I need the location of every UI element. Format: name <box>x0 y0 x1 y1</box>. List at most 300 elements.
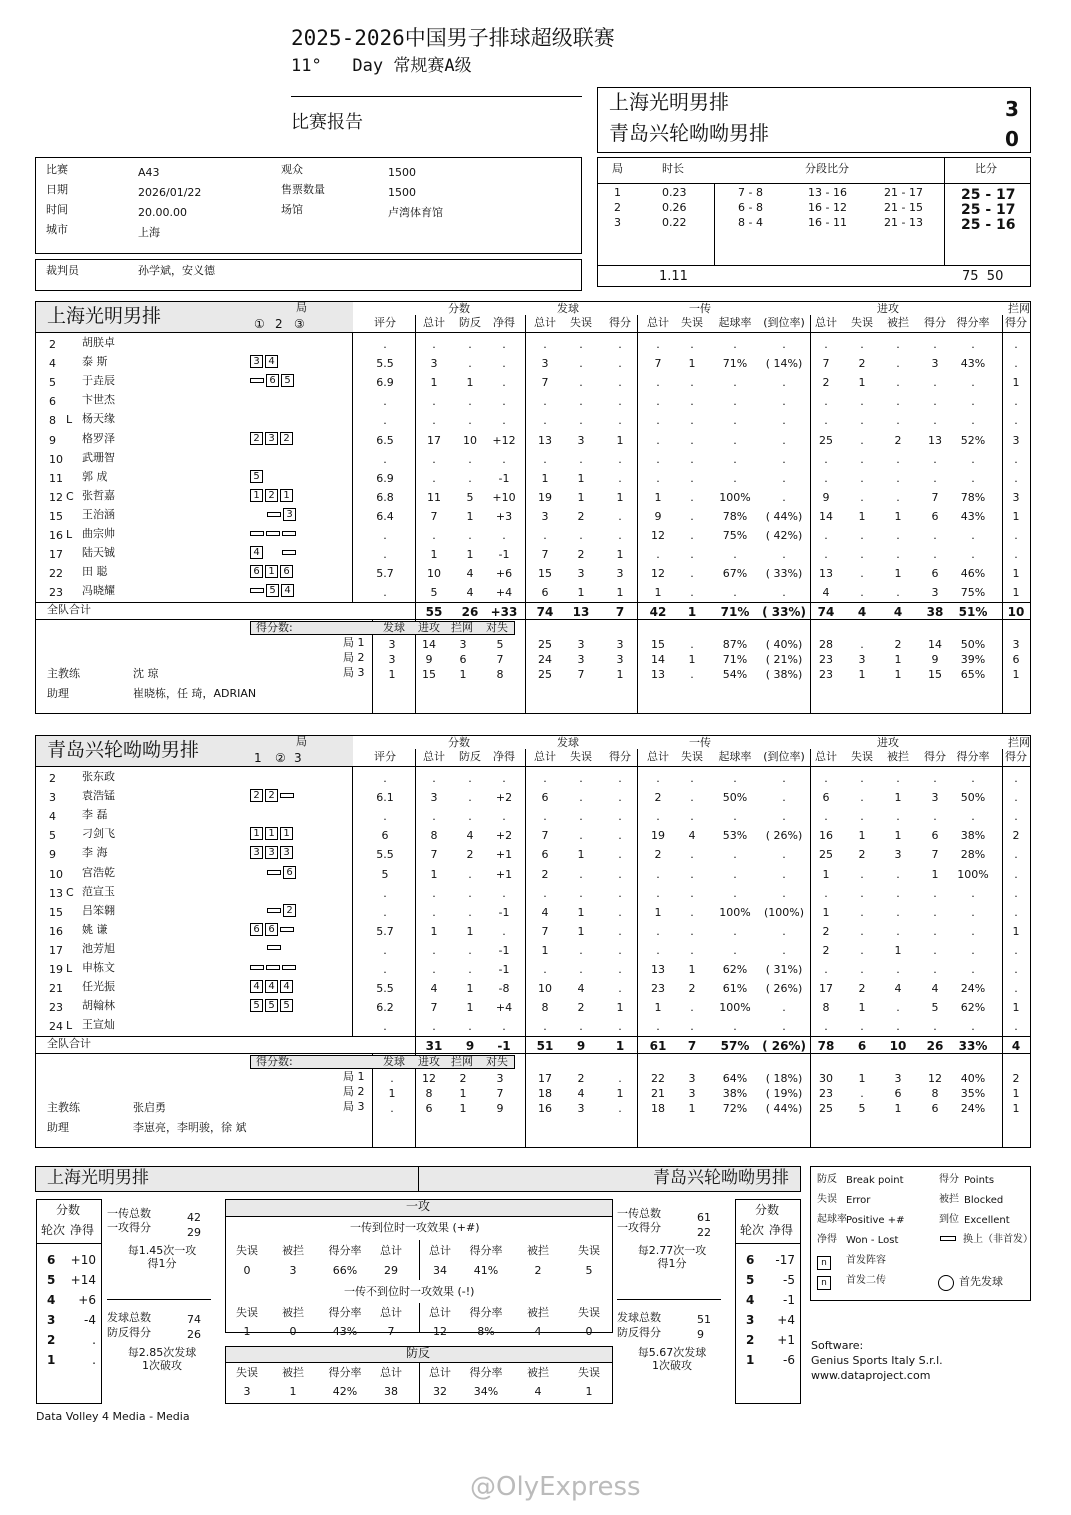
team-a-summary-value: 74 <box>187 1313 201 1326</box>
points-column: 对失 <box>486 621 508 635</box>
set-score: 25 - 17 <box>961 202 1016 218</box>
set-header: 局 <box>296 301 307 314</box>
stat-cell: . <box>733 395 737 409</box>
mid-val: 41% <box>473 1264 499 1277</box>
player-sets <box>250 904 298 917</box>
mid-col: 得分率 <box>469 1366 503 1379</box>
stat-cell: 1 <box>466 982 474 996</box>
player-sets <box>250 374 296 387</box>
points-label: 得分数: <box>256 1055 293 1069</box>
rotation-net: +14 <box>70 1273 96 1287</box>
set-points: 7 <box>496 653 504 667</box>
mid-col: 失误 <box>578 1244 600 1257</box>
stat-cell: 1 <box>616 1001 624 1015</box>
player-number: 23 <box>49 586 63 600</box>
stat-cell: . <box>1014 395 1018 409</box>
team-b-summary-note: 每2.77次一攻 得1分 <box>637 1244 707 1271</box>
mid-col: 得分率 <box>469 1306 503 1319</box>
stat-cell: . <box>1014 848 1018 862</box>
player-sets <box>250 393 301 404</box>
stat-cell: 11 <box>427 490 441 504</box>
column-header: 得分 <box>924 750 946 763</box>
mid-val: 32 <box>433 1385 447 1398</box>
team-a-summary-note: 每1.45次一攻 得1分 <box>127 1244 197 1271</box>
stat-cell: . <box>860 471 864 485</box>
set-stat: 4 <box>577 1087 585 1101</box>
stat-cell: . <box>733 924 737 938</box>
stat-cell: . <box>971 1020 975 1034</box>
stat-cell: . <box>896 529 900 542</box>
stat-cell: . <box>618 772 622 785</box>
player-number: 9 <box>49 848 56 862</box>
partial-21: 21 - 15 <box>884 201 923 214</box>
partial-21: 21 - 13 <box>884 216 923 229</box>
stat-cell: . <box>860 414 864 428</box>
stat-cell: . <box>383 529 387 542</box>
info-label: 日期 <box>46 183 68 196</box>
stat-cell: 5.7 <box>376 924 394 938</box>
set-stat: 23 <box>819 668 833 682</box>
stat-cell: . <box>782 1020 786 1034</box>
rotation-title: 分数 <box>56 1203 81 1217</box>
stat-cell: 43% <box>960 357 986 371</box>
stat-cell: . <box>690 924 694 938</box>
stat-cell: 2 <box>822 943 830 957</box>
set-number: 2 <box>614 201 621 214</box>
mid-col: 失误 <box>236 1306 258 1319</box>
column-header: (到位率) <box>763 750 805 763</box>
stat-cell: . <box>579 1020 583 1034</box>
set-stat: 25 <box>819 1102 833 1116</box>
coach-label: 主教练 <box>47 1101 80 1115</box>
player-sets <box>250 866 298 879</box>
start-position: 1 <box>250 827 263 840</box>
player-role: L <box>66 1019 73 1033</box>
stat-cell: 1 <box>894 943 902 957</box>
stat-cell: 13 <box>651 963 665 976</box>
set-stat: 2 <box>1012 1072 1020 1086</box>
stat-cell: 7 <box>931 490 939 504</box>
player-sets <box>250 527 298 538</box>
stat-cell: . <box>690 905 694 919</box>
column-header: 总计 <box>815 750 837 763</box>
stat-cell: +1 <box>495 848 513 862</box>
stat-cell: 25 <box>819 433 833 447</box>
header-rule <box>35 766 1031 767</box>
set-won-2: ② <box>275 751 286 765</box>
coach-name: 张启勇 <box>133 1101 166 1115</box>
sets-header-partial: 分段比分 <box>805 162 849 175</box>
total-duration: 1.11 <box>659 269 688 284</box>
stat-cell: . <box>543 886 547 900</box>
team-b-summary-value: 22 <box>697 1226 711 1239</box>
total-rule <box>35 1036 1031 1037</box>
group-header: 发球 <box>557 302 579 315</box>
legend-term: 换上（非首发） <box>963 1234 1033 1245</box>
stat-cell: . <box>690 810 694 824</box>
stat-cell: 5.5 <box>376 357 394 371</box>
set-stat: 54% <box>722 668 748 682</box>
stat-cell: . <box>896 810 900 824</box>
stat-cell: 3 <box>931 357 939 371</box>
mid-val: 0 <box>585 1325 593 1338</box>
start-position: 1 <box>280 489 293 502</box>
player-sets <box>250 1018 301 1029</box>
stat-cell: . <box>468 810 472 824</box>
team-b-summary-label: 防反得分 <box>617 1326 661 1339</box>
stat-cell: 67% <box>722 567 748 581</box>
stat-cell: 8 <box>430 829 438 843</box>
stat-cell: 4 <box>466 829 474 843</box>
header-rule <box>35 332 1031 333</box>
stat-cell: . <box>1014 886 1018 900</box>
stat-cell: 1 <box>894 829 902 843</box>
set-line-label: 局 3 <box>343 1100 365 1114</box>
stat-cell: 1 <box>577 471 585 485</box>
start-position: 4 <box>250 546 263 559</box>
player-number: 5 <box>49 829 56 843</box>
stat-cell: . <box>824 810 828 824</box>
software-line: Software: <box>811 1339 864 1352</box>
player-name: 吕笨翱 <box>82 903 115 917</box>
stat-cell: 1 <box>654 905 662 919</box>
column-header: 总计 <box>815 316 837 329</box>
total-cell: +33 <box>490 605 518 620</box>
mid-col: 被拦 <box>282 1366 304 1379</box>
stat-cell: . <box>579 943 583 957</box>
start-position: 2 <box>250 432 263 445</box>
partial-16: 13 - 16 <box>808 186 847 199</box>
set-stat: 6 <box>894 1087 902 1101</box>
set-stat: 17 <box>538 1072 552 1086</box>
legend-term: 失误 <box>817 1194 837 1205</box>
stat-cell: . <box>896 376 900 390</box>
stat-cell: 1 <box>616 490 624 504</box>
player-name: 王治涵 <box>82 507 115 521</box>
summary-rule <box>107 1299 211 1300</box>
stat-cell: 3 <box>577 567 585 581</box>
stat-cell: 4 <box>430 982 438 996</box>
stat-cell: . <box>896 772 900 785</box>
set-number: 1 <box>614 186 621 199</box>
mid-val: 1 <box>585 1385 593 1398</box>
rotation-number: 4 <box>746 1293 755 1307</box>
set-stat: ( 21%) <box>765 653 803 667</box>
stat-cell: -1 <box>498 963 510 976</box>
mid-val: 3 <box>243 1385 251 1398</box>
rotation-net: . <box>92 1333 96 1347</box>
stat-cell: . <box>618 810 622 824</box>
stat-cell: 1 <box>858 509 866 523</box>
set-stat: 1 <box>1012 1087 1020 1101</box>
start-position: 3 <box>265 846 278 859</box>
group-header: 分数 <box>448 736 470 749</box>
stat-cell: . <box>579 376 583 390</box>
column-header: 失误 <box>570 316 592 329</box>
mid-val: 42% <box>332 1385 358 1398</box>
stat-cell: . <box>383 810 387 824</box>
player-name: 刁剑飞 <box>82 827 115 841</box>
stat-cell: . <box>656 943 660 957</box>
mid-col: 得分率 <box>328 1244 362 1257</box>
set-stat: 39% <box>960 653 986 667</box>
stat-cell: . <box>896 586 900 600</box>
stat-cell: . <box>733 452 737 466</box>
stat-cell: . <box>1014 471 1018 485</box>
player-name: 姚 谦 <box>82 922 108 936</box>
set-stat: 15 <box>928 668 942 682</box>
rotation-col: 轮次 <box>740 1223 765 1237</box>
player-sets <box>250 846 295 859</box>
stat-cell: . <box>860 867 864 881</box>
total-cell: 13 <box>572 605 590 620</box>
info-value: 上海 <box>138 226 160 239</box>
total-rule <box>35 1053 1031 1054</box>
player-name: 李 磊 <box>82 808 108 822</box>
stat-cell: . <box>971 376 975 390</box>
summary-team-a: 上海光明男排 <box>47 1168 149 1188</box>
stat-cell: . <box>971 810 975 824</box>
set-won-2: 2 <box>275 317 283 331</box>
player-name: 于垚辰 <box>82 374 115 388</box>
stat-cell: ( 42%) <box>765 529 803 542</box>
stat-cell: 1 <box>466 924 474 938</box>
player-name: 胡翰林 <box>82 999 115 1013</box>
column-header: 防反 <box>459 750 481 763</box>
stat-cell: . <box>733 586 737 600</box>
stat-cell: -1 <box>498 471 510 485</box>
points-column: 进攻 <box>418 621 440 635</box>
set-stat: 6 <box>931 1102 939 1116</box>
stat-cell: . <box>933 772 937 785</box>
rotation-net: -1 <box>783 1293 795 1307</box>
stat-cell: . <box>782 943 786 957</box>
stat-cell: 1 <box>577 586 585 600</box>
total-cell: 31 <box>425 1039 443 1054</box>
mid-col: 总计 <box>380 1244 402 1257</box>
set-stat: 21 <box>651 1087 665 1101</box>
set-stat: 50% <box>960 638 986 652</box>
stat-cell: 3 <box>430 791 438 805</box>
mid-val: 0 <box>289 1325 297 1338</box>
stat-cell: +4 <box>495 1001 513 1015</box>
stat-cell: 4 <box>822 586 830 600</box>
stat-cell: . <box>1014 905 1018 919</box>
stat-cell: . <box>860 791 864 805</box>
set-stat: 18 <box>538 1087 552 1101</box>
stat-cell: . <box>933 395 937 409</box>
stat-cell: . <box>502 529 506 542</box>
stat-cell: . <box>896 471 900 485</box>
stat-cell: 3 <box>541 357 549 371</box>
player-sets <box>250 451 301 462</box>
group-header: 拦网 <box>1008 736 1030 749</box>
stat-cell: . <box>618 791 622 805</box>
stat-cell: 1 <box>858 1001 866 1015</box>
stat-cell: . <box>432 471 436 485</box>
player-name: 田 聪 <box>82 565 108 579</box>
column-header: 得分 <box>1005 316 1027 329</box>
set-stat: 1 <box>616 1087 624 1101</box>
team-a-summary-label: 发球总数 <box>107 1311 151 1324</box>
stat-cell: 1 <box>654 490 662 504</box>
stat-cell: +1 <box>495 867 513 881</box>
stat-cell: 1 <box>577 924 585 938</box>
set-points: 6 <box>425 1102 433 1116</box>
total-cell: 51% <box>958 605 988 620</box>
stat-cell: . <box>383 452 387 466</box>
column-header: 得分 <box>609 316 631 329</box>
start-position: 4 <box>265 980 278 993</box>
sub-in-marker <box>266 965 280 970</box>
stat-cell: 14 <box>819 509 833 523</box>
stat-cell: . <box>896 548 900 562</box>
start-position: 4 <box>280 980 293 993</box>
stat-cell: 52% <box>960 433 986 447</box>
set-stat: 1 <box>894 1102 902 1116</box>
stat-cell: 1 <box>577 848 585 862</box>
stat-cell: . <box>656 924 660 938</box>
summary-header-divider <box>418 1166 419 1192</box>
stat-cell: . <box>782 791 786 805</box>
legend-desc: 首先发球 <box>959 1275 1003 1288</box>
stat-cell: . <box>690 338 694 351</box>
column-header: 失误 <box>851 316 873 329</box>
mid-val: 7 <box>387 1325 395 1338</box>
player-name: 陆天铖 <box>82 546 115 560</box>
stat-cell: 2 <box>822 376 830 390</box>
stat-cell: . <box>579 791 583 805</box>
stat-cell: . <box>896 357 900 371</box>
legend-desc: Positive +# <box>846 1215 905 1226</box>
set-points: 1 <box>388 1087 396 1101</box>
stat-cell: . <box>860 905 864 919</box>
total-cell: 74 <box>536 605 554 620</box>
player-name: 格罗泽 <box>82 431 115 445</box>
player-name: 卞世杰 <box>82 393 115 407</box>
total-cell: 26 <box>926 1039 944 1054</box>
column-divider <box>352 767 353 1036</box>
stat-cell: . <box>618 414 622 428</box>
total-rule <box>35 602 1031 603</box>
stat-cell: . <box>579 395 583 409</box>
set-header: 局 <box>296 735 307 748</box>
set-stat: 8 <box>931 1087 939 1101</box>
player-number: 10 <box>49 867 63 881</box>
mid-rule <box>225 1216 613 1217</box>
rotation-number: 2 <box>47 1333 56 1347</box>
player-sets <box>250 827 295 840</box>
stat-cell: 1 <box>1012 376 1020 390</box>
starter-legend-box: n <box>817 1256 831 1270</box>
partial-16: 16 - 12 <box>808 201 847 214</box>
stat-cell: . <box>690 414 694 428</box>
stat-cell: 2 <box>654 848 662 862</box>
stat-cell: . <box>432 1020 436 1034</box>
stat-cell: . <box>1014 963 1018 976</box>
total-cell: 4 <box>857 605 867 620</box>
stat-cell: . <box>782 490 786 504</box>
stat-cell: . <box>383 943 387 957</box>
team-name: 上海光明男排 <box>47 305 162 327</box>
stat-cell: . <box>782 471 786 485</box>
stat-cell: . <box>618 982 622 996</box>
stat-cell: . <box>782 338 786 351</box>
stat-cell: 1 <box>616 586 624 600</box>
start-position: 1 <box>250 489 263 502</box>
team-b-sets: 0 <box>1005 127 1019 151</box>
mid-val: 38 <box>384 1385 398 1398</box>
stat-cell: 100% <box>719 1001 751 1015</box>
stat-cell: . <box>733 1020 737 1034</box>
stat-cell: . <box>933 963 937 976</box>
mid-col: 失误 <box>236 1244 258 1257</box>
set-stat: 3 <box>577 653 585 667</box>
stat-cell: (100%) <box>763 905 805 919</box>
set-stat: 3 <box>894 1072 902 1086</box>
stat-cell: . <box>468 943 472 957</box>
partial-8: 8 - 4 <box>738 216 763 229</box>
side-out-title: 一攻 <box>406 1199 431 1213</box>
set-stat: 30 <box>819 1072 833 1086</box>
stat-cell: . <box>468 867 472 881</box>
set-points: 15 <box>422 668 436 682</box>
stat-cell: . <box>468 791 472 805</box>
stat-cell: 7 <box>430 848 438 862</box>
stat-cell: . <box>432 772 436 785</box>
set-points: 3 <box>496 1072 504 1086</box>
stat-cell: 1 <box>822 905 830 919</box>
stat-cell: . <box>782 810 786 824</box>
set-stat: . <box>618 1102 622 1116</box>
player-sets <box>250 412 301 423</box>
stat-cell: . <box>618 395 622 409</box>
stat-cell: . <box>690 376 694 390</box>
stat-cell: . <box>1014 867 1018 881</box>
info-value: A43 <box>138 166 160 179</box>
stat-cell: . <box>933 905 937 919</box>
assistant-label: 助理 <box>47 1121 69 1135</box>
stat-cell: 6.2 <box>376 1001 394 1015</box>
set-points: 1 <box>459 668 467 682</box>
player-number: 19 <box>49 963 63 976</box>
stat-cell: . <box>782 886 786 900</box>
stat-cell: . <box>468 905 472 919</box>
player-sets <box>250 923 296 936</box>
stat-cell: . <box>971 772 975 785</box>
set-stat: 3 <box>577 1102 585 1116</box>
set-stat: 25 <box>538 668 552 682</box>
stat-cell: 28% <box>960 848 986 862</box>
stat-cell: 1 <box>858 376 866 390</box>
stat-cell: . <box>468 963 472 976</box>
stat-cell: 5.5 <box>376 982 394 996</box>
stat-cell: . <box>690 471 694 485</box>
start-position: 4 <box>281 584 294 597</box>
stat-cell: . <box>383 395 387 409</box>
mid-col: 被拦 <box>282 1306 304 1319</box>
stat-cell: . <box>690 943 694 957</box>
mid-val: 66% <box>332 1264 358 1277</box>
stat-cell: . <box>579 529 583 542</box>
stat-cell: . <box>971 414 975 428</box>
set-stat: 3 <box>688 1072 696 1086</box>
total-cell: 4 <box>1011 1039 1021 1054</box>
start-position: 6 <box>283 866 296 879</box>
stat-cell: . <box>618 905 622 919</box>
column-header: 评分 <box>374 750 396 763</box>
legend-desc: Error <box>846 1195 871 1206</box>
